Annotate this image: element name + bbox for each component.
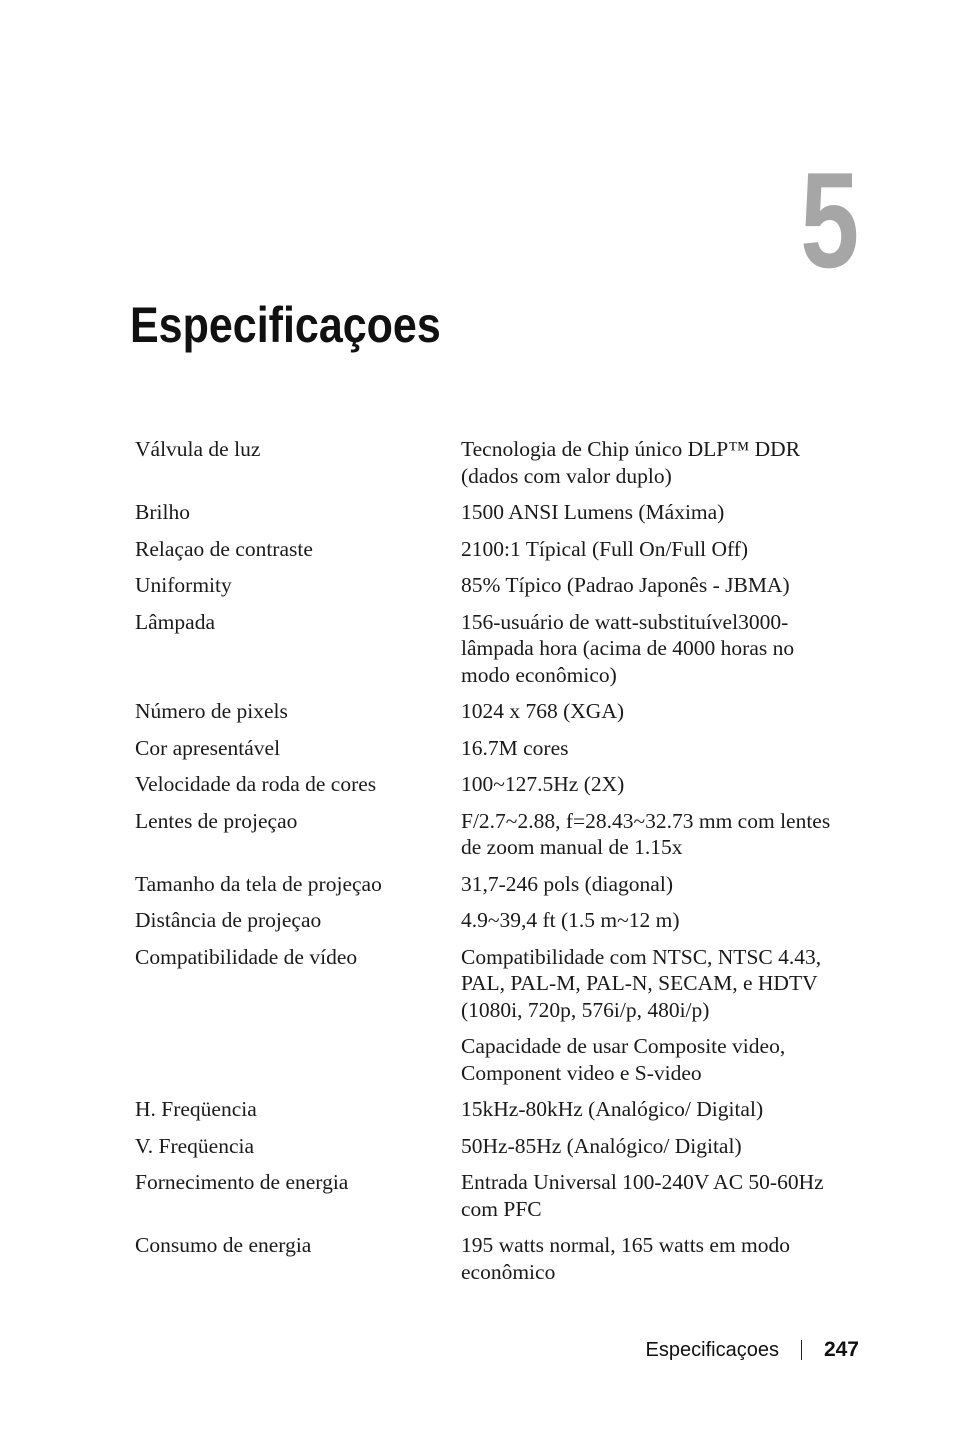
spec-label	[135, 1033, 461, 1096]
spec-label: Relaçao de contraste	[135, 536, 313, 561]
spec-label: Válvula de luz	[135, 437, 261, 461]
table-row	[135, 1232, 835, 1295]
page-title: Especificaçoes	[130, 297, 441, 353]
spec-label: Cor apresentável	[135, 735, 281, 760]
table-row	[135, 871, 835, 908]
table-row	[135, 536, 835, 573]
spec-label: V. Freqüencia	[135, 1133, 255, 1158]
spec-value: 4.9~39,4 ft (1.5 m~12 m)	[461, 908, 680, 932]
spec-value: Compatibilidade com NTSC, NTSC 4.43, PAL, PAL-M, PAL-N, SECAM, e HDTV (1080i, 720p, 576i/p, 480i/p)	[461, 944, 822, 1022]
footer-section-title: Especificaçoes	[645, 1338, 779, 1361]
spec-label: Uniformity	[135, 573, 232, 597]
table-row	[135, 499, 835, 536]
table-row	[135, 698, 835, 735]
spec-value: 1024 x 768 (XGA)	[461, 699, 625, 723]
page-number: 247	[823, 1338, 859, 1361]
spec-label: Lâmpada	[135, 609, 215, 634]
table-row	[135, 1096, 835, 1133]
spec-label: Brilho	[135, 500, 190, 524]
spec-value: 16.7M cores	[461, 735, 569, 760]
table-row	[135, 572, 835, 609]
spec-value: Entrada Universal 100-240V AC 50-60Hz com PFC	[461, 1170, 824, 1221]
spec-label: H. Freqüencia	[135, 1097, 257, 1121]
spec-label: Distância de projeçao	[135, 908, 322, 932]
footer-divider	[801, 1340, 802, 1360]
table-row	[135, 609, 835, 699]
spec-label: Lentes de projeçao	[135, 808, 298, 833]
page-footer	[646, 1338, 859, 1362]
spec-value: 195 watts normal, 165 watts em modo econômico	[461, 1233, 791, 1284]
spec-value: 100~127.5Hz (2X)	[461, 772, 625, 796]
spec-label: Número de pixels	[135, 699, 288, 723]
spec-value: 1500 ANSI Lumens (Máxima)	[461, 500, 725, 524]
spec-label: Tamanho da tela de projeçao	[135, 871, 382, 896]
table-row	[135, 808, 835, 871]
spec-value: 2100:1 Típical (Full On/Full Off)	[461, 536, 749, 561]
spec-label: Fornecimento de energia	[135, 1170, 349, 1194]
table-row	[135, 1169, 835, 1232]
spec-label: Compatibilidade de vídeo	[135, 944, 358, 969]
table-row	[135, 436, 835, 499]
spec-label: Consumo de energia	[135, 1233, 312, 1257]
table-row	[135, 1033, 835, 1096]
table-row	[135, 944, 835, 1034]
table-row	[135, 735, 835, 772]
spec-table	[135, 436, 835, 1295]
spec-value: F/2.7~2.88, f=28.43~32.73 mm com lentes de zoom manual de 1.15x	[461, 808, 831, 859]
table-row	[135, 1133, 835, 1170]
spec-value: 85% Típico (Padrao Japonês - JBMA)	[461, 573, 790, 597]
spec-value: 156-usuário de watt-substituível3000-lâmpada hora (acima de 4000 horas no modo econômico)	[461, 609, 795, 687]
spec-value: Tecnologia de Chip único DLP™ DDR (dados com valor duplo)	[461, 437, 801, 488]
table-row	[135, 771, 835, 808]
table-row	[135, 907, 835, 944]
chapter-number: 5	[800, 144, 858, 296]
spec-value: Capacidade de usar Composite video, Component video e S-video	[461, 1034, 786, 1085]
spec-label: Velocidade da roda de cores	[135, 772, 377, 796]
spec-value: 15kHz-80kHz (Analógico/ Digital)	[461, 1097, 764, 1121]
spec-value: 50Hz-85Hz (Analógico/ Digital)	[461, 1133, 742, 1158]
spec-value: 31,7-246 pols (diagonal)	[461, 871, 673, 896]
